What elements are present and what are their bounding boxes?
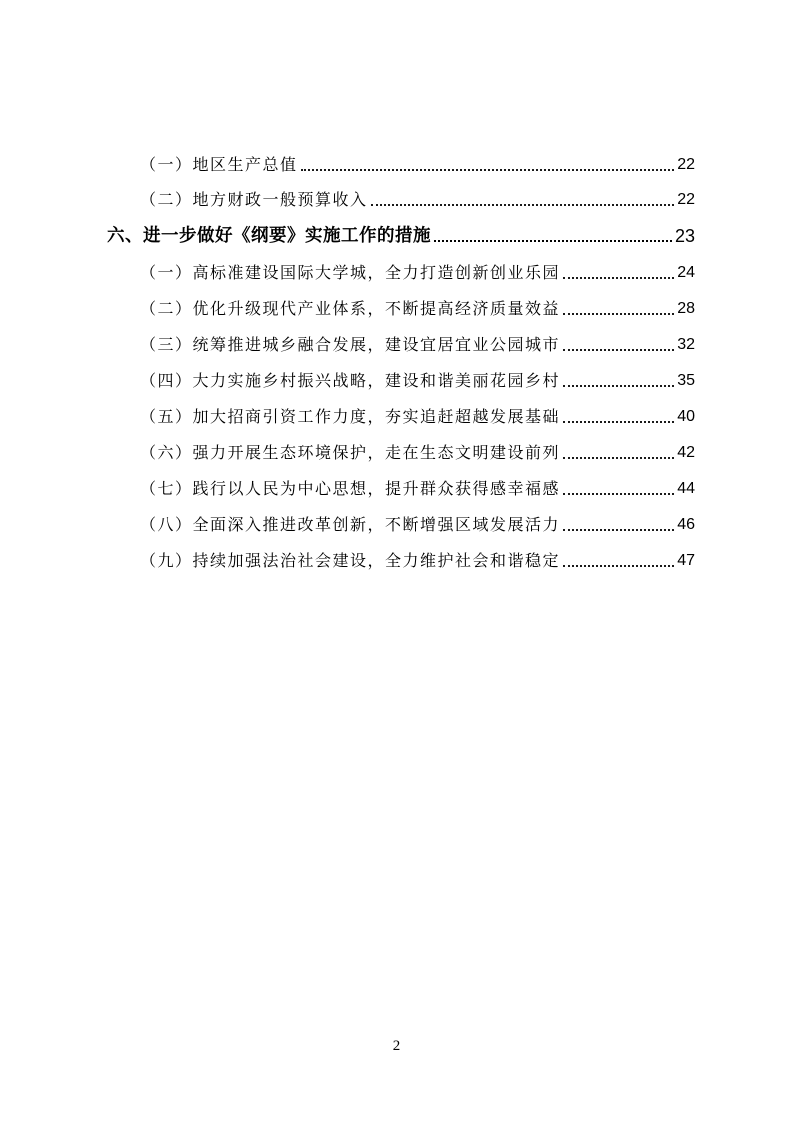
toc-dot-leader bbox=[563, 485, 674, 495]
toc-dot-leader bbox=[563, 521, 674, 531]
toc-entry-title: （七）践行以人民为中心思想，提升群众获得感幸福感 bbox=[140, 479, 561, 498]
toc-dot-leader bbox=[563, 341, 674, 351]
toc-entry-title: （二）地方财政一般预算收入 bbox=[140, 190, 368, 209]
toc-entry-title: （二）优化升级现代产业体系，不断提高经济质量效益 bbox=[140, 299, 561, 318]
toc-entry-title: （一）地区生产总值 bbox=[140, 155, 298, 174]
toc-entry[interactable] bbox=[140, 258, 695, 284]
toc-entry[interactable] bbox=[140, 474, 695, 500]
toc-entry[interactable] bbox=[140, 185, 695, 211]
toc-entry-page: 28 bbox=[677, 300, 695, 317]
toc-entry-title: 六、进一步做好《纲要》实施工作的措施 bbox=[107, 226, 431, 246]
page-number: 2 bbox=[392, 1038, 401, 1054]
toc-dot-leader bbox=[563, 305, 674, 315]
toc-entry-page: 40 bbox=[677, 408, 695, 425]
toc-dot-leader bbox=[563, 449, 674, 459]
toc-entry-page: 22 bbox=[677, 191, 695, 208]
toc-dot-leader bbox=[434, 232, 672, 242]
toc-entry-title: （五）加大招商引资工作力度，夯实追赶超越发展基础 bbox=[140, 407, 561, 426]
toc-entry[interactable] bbox=[140, 330, 695, 356]
toc-entry-title: （九）持续加强法治社会建设，全力维护社会和谐稳定 bbox=[140, 551, 561, 570]
toc-entry-title: （六）强力开展生态环境保护，走在生态文明建设前列 bbox=[140, 443, 561, 462]
toc-entry-page: 35 bbox=[677, 372, 695, 389]
toc-entry[interactable] bbox=[140, 150, 695, 176]
toc-entry[interactable] bbox=[140, 402, 695, 428]
toc-dot-leader bbox=[301, 161, 675, 171]
toc-entry-page: 23 bbox=[674, 226, 695, 246]
toc-entry-page: 22 bbox=[677, 156, 695, 173]
toc-entry-title: （八）全面深入推进改革创新，不断增强区域发展活力 bbox=[140, 515, 561, 534]
toc-entry[interactable] bbox=[140, 546, 695, 572]
toc-entry-page: 44 bbox=[677, 480, 695, 497]
toc-dot-leader bbox=[563, 413, 674, 423]
toc-entry-page: 46 bbox=[677, 516, 695, 533]
toc-dot-leader bbox=[371, 196, 675, 206]
toc-entry-page: 32 bbox=[677, 336, 695, 353]
toc-entry-page: 47 bbox=[677, 552, 695, 569]
toc-dot-leader bbox=[563, 269, 674, 279]
toc-entry-title: （三）统筹推进城乡融合发展，建设宜居宜业公园城市 bbox=[140, 335, 561, 354]
toc-dot-leader bbox=[563, 377, 674, 387]
toc-entry[interactable] bbox=[140, 438, 695, 464]
toc-entry[interactable] bbox=[140, 294, 695, 320]
toc-section-entry[interactable] bbox=[107, 221, 695, 247]
toc-entry-page: 42 bbox=[677, 444, 695, 461]
toc-entry-title: （一）高标准建设国际大学城，全力打造创新创业乐园 bbox=[140, 263, 561, 282]
toc-entry[interactable] bbox=[140, 366, 695, 392]
toc-entry-page: 24 bbox=[677, 264, 695, 281]
toc-entry-title: （四）大力实施乡村振兴战略，建设和谐美丽花园乡村 bbox=[140, 371, 561, 390]
toc-dot-leader bbox=[563, 557, 674, 567]
toc-entry[interactable] bbox=[140, 510, 695, 536]
